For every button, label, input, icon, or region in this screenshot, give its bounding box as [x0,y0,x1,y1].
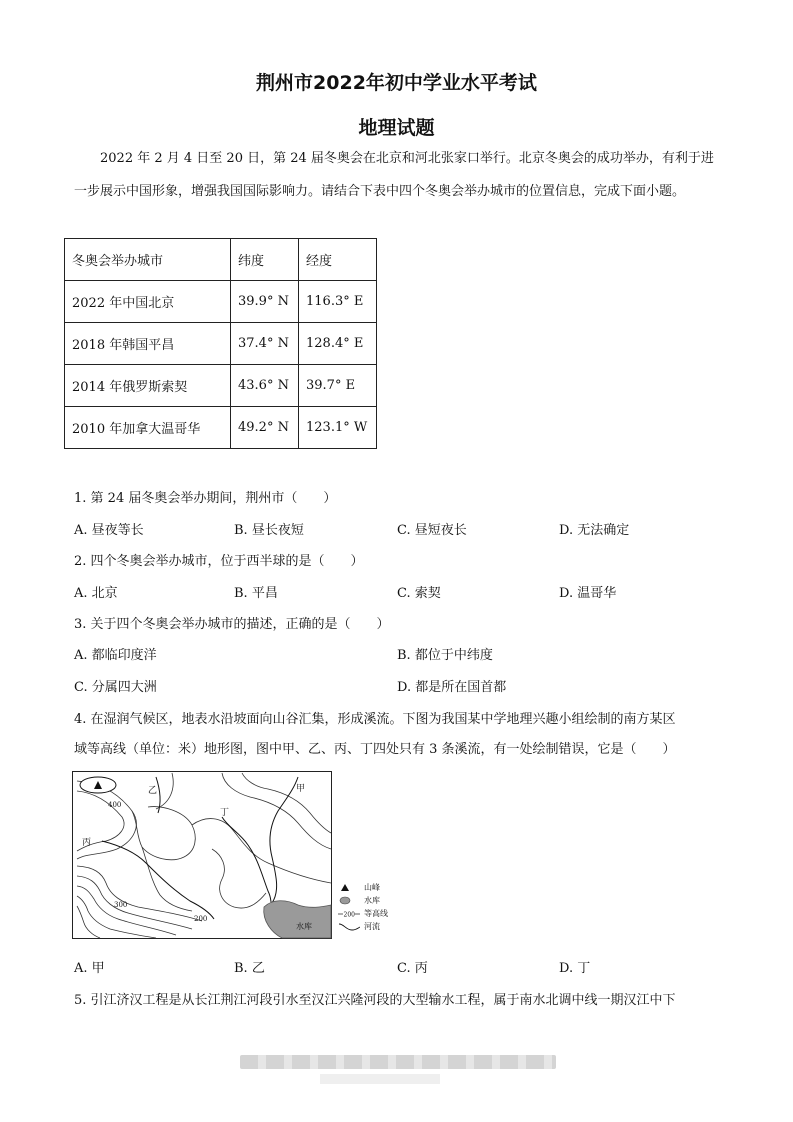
question-2-option-a[interactable]: A. 北京 [74,586,118,601]
contour-label-300: 300 [114,901,128,909]
contour-line-icon [338,907,360,920]
exam-title: 荆州市2022年初中学业水平考试 [256,72,537,94]
intro-paragraph: 2022 年 2 月 4 日至 20 日，第 24 届冬奥会在北京和河北张家口举行。北京冬奥会的成功举办，有利于进一步展示中国形象，增强我国国际影响力。请结合下表中四个冬奥会举办城市的位置信息，完成下面小题。 [74,151,714,199]
question-1-option-b[interactable]: B. 昼长夜短 [234,523,304,538]
question-4-option-b[interactable]: B. 乙 [234,961,265,976]
table-cell: 39.7° E [299,365,377,407]
legend-item-river [338,920,388,933]
question-4-stem-line1: 4. 在湿润气候区，地表水沿坡面向山谷汇集，形成溪流。下图为我国某中学地理兴趣小组绘制的南方某区 [74,712,676,727]
legend-label-peak: 山峰 [364,883,380,892]
blurred-watermark [240,1055,556,1069]
question-1-option-d[interactable]: D. 无法确定 [559,523,630,538]
legend-label-contour: 等高线 [364,909,388,918]
question-3-option-d[interactable]: D. 都是所在国首都 [397,680,507,695]
map-label-yi: 乙 [148,786,158,796]
table-cell: 49.2° N [231,407,299,449]
exam-subject: 地理试题 [358,117,435,139]
table-cell: 2014 年俄罗斯索契 [65,365,231,407]
question-3-option-c[interactable]: C. 分属四大洲 [74,680,157,695]
question-2-option-b[interactable]: B. 平昌 [234,586,278,601]
legend-item-reservoir [338,894,388,907]
question-4-stem-line2: 域等高线（单位：米）地形图，图中甲、乙、丙、丁四处只有 3 条溪流，有一处绘制错误，它是（ ） [74,742,676,757]
table-header: 冬奥会举办城市 [65,239,231,281]
table-row [65,365,377,407]
table-cell: 2010 年加拿大温哥华 [65,407,231,449]
mountain-peak-icon [338,881,360,894]
question-3-stem: 3. 关于四个冬奥会举办城市的描述，正确的是（ ） [74,617,390,632]
table-cell: 43.6° N [231,365,299,407]
contour-map [72,771,332,939]
question-3-option-a[interactable]: A. 都临印度洋 [74,648,157,663]
map-legend [338,881,388,933]
table-cell: 39.9° N [231,281,299,323]
map-label-ding: 丁 [220,808,230,818]
map-label-jia: 甲 [296,784,306,794]
table-cell: 128.4° E [299,323,377,365]
question-2-option-c[interactable]: C. 索契 [397,586,441,601]
host-city-table [64,238,377,449]
contour-label-200: 200 [194,915,208,923]
question-1-stem: 1. 第 24 届冬奥会举办期间，荆州市（ ） [74,491,337,506]
question-4-option-a[interactable]: A. 甲 [74,961,105,976]
table-row [65,281,377,323]
question-4-option-d[interactable]: D. 丁 [559,961,591,976]
table-cell: 37.4° N [231,323,299,365]
river-icon [338,920,360,933]
question-2-stem: 2. 四个冬奥会举办城市，位于西半球的是（ ） [74,554,364,569]
question-5-stem: 5. 引江济汉工程是从长江荆江河段引水至汉江兴隆河段的大型输水工程，属于南水北调中线一期汉江中下 [74,993,676,1008]
reservoir-label: 水库 [296,922,312,931]
legend-label-reservoir: 水库 [364,896,380,905]
legend-label-river: 河流 [364,922,380,931]
question-3-option-b[interactable]: B. 都位于中纬度 [397,648,493,663]
table-cell: 123.1° W [299,407,377,449]
table-header: 纬度 [231,239,299,281]
question-2-option-d[interactable]: D. 温哥华 [559,586,617,601]
reservoir-icon [338,894,360,907]
table-row [65,323,377,365]
question-1-option-a[interactable]: A. 昼夜等长 [74,523,144,538]
question-1-option-c[interactable]: C. 昼短夜长 [397,523,467,538]
blurred-watermark-sub [320,1074,440,1084]
legend-item-peak [338,881,388,894]
table-header-row [65,239,377,281]
table-row [65,407,377,449]
map-label-bing: 丙 [82,838,92,848]
question-4-option-c[interactable]: C. 丙 [397,961,428,976]
contour-label-400: 400 [108,801,122,809]
legend-item-contour [338,907,388,920]
table-cell: 2022 年中国北京 [65,281,231,323]
legend-contour-value: 200 [343,911,355,919]
table-cell: 116.3° E [299,281,377,323]
table-header: 经度 [299,239,377,281]
table-cell: 2018 年韩国平昌 [65,323,231,365]
